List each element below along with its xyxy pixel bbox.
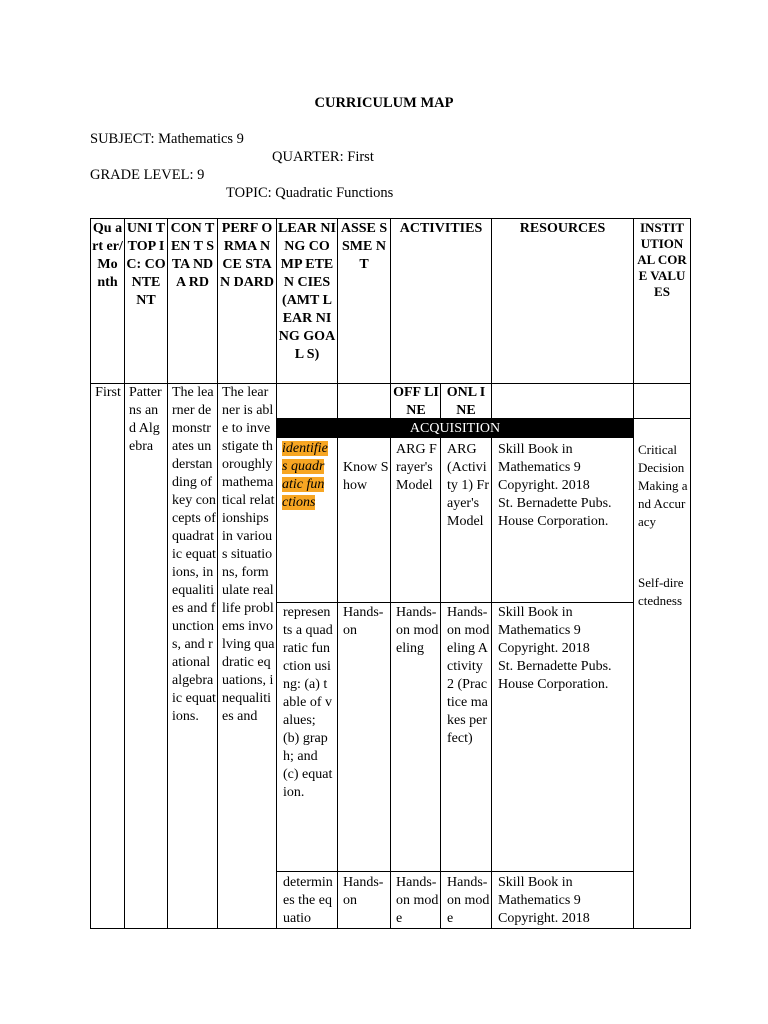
resource-line: House Corporation.	[498, 677, 609, 692]
resource-line: House Corporation.	[498, 514, 609, 529]
table-row-3-resources	[498, 874, 632, 928]
table-row-2-assessment: Hands-on	[343, 605, 384, 638]
document-title: CURRICULUM MAP	[314, 95, 454, 111]
table-row-3-assessment: Hands-on	[343, 875, 384, 908]
table-row-2-offline: Hands-on modeling	[396, 605, 439, 656]
table-row-2-online: Hands-on modeling Activity 2 (Practice makes perfect)	[447, 605, 490, 746]
acquisition-band: ACQUISITION	[277, 419, 633, 438]
subheader-offline: OFF LINE	[393, 385, 439, 418]
table-row-2-resources	[498, 604, 632, 694]
table-row-1-competency	[282, 440, 328, 512]
table-row-1-assessment: Know Show	[343, 460, 389, 493]
resource-line: Copyright. 2018	[498, 911, 590, 926]
resource-line: Copyright. 2018	[498, 478, 590, 493]
resource-line: St. Bernadette Pubs.	[498, 496, 612, 511]
grade-level-line: GRADE LEVEL: 9	[90, 167, 205, 183]
table-row-3-competency: determines the equatio	[283, 875, 333, 926]
table-row-1-offline: ARG Frayer's Model	[396, 442, 437, 493]
unit-topic-value: Patterns and Algebra	[129, 385, 162, 454]
header-quarter-month: Qu art er/ Mo nth	[92, 221, 123, 290]
resource-line: Skill Book in	[498, 875, 573, 890]
content-standard-value: The learner demonstrates understanding of key concepts of quadratic equations, inequalities and functions, and rational algebraic equations.	[172, 385, 216, 724]
resource-line: Mathematics 9	[498, 623, 581, 638]
quarter-value: First	[95, 385, 121, 400]
header-content-standard: CON TEN T STA NDA RD	[170, 221, 215, 290]
resource-line: Skill Book in	[498, 442, 573, 457]
core-values-value: Critical Decision Making and Accuracy	[638, 442, 688, 529]
resource-line: Skill Book in	[498, 605, 573, 620]
core-values-value-2: Self-directedness	[638, 575, 684, 608]
header-assessment: ASSE SSME NT	[340, 221, 388, 272]
header-core-values: INSTIT UTION AL CORE VALU ES	[637, 220, 687, 299]
resource-line: Copyright. 2018	[498, 641, 590, 656]
table-row-3-offline: Hands-on mode	[396, 875, 439, 926]
topic-line: TOPIC: Quadratic Functions	[226, 185, 394, 201]
header-resources: RESOURCES	[519, 221, 606, 236]
performance-standard-value: The learner is able to investigate thoroughly mathematical relationships in various situations, formulate real life problems involving quadratic equations, inequalities and	[222, 385, 275, 724]
table-row-1-online: ARG (Activity 1) Frayer's Model	[447, 442, 489, 529]
table-row-1-resources	[498, 441, 632, 531]
resource-line: St. Bernadette Pubs.	[498, 659, 612, 674]
header-performance-standard: PERF ORMA NCE STAN DARD	[219, 221, 275, 290]
subheader-online: ONL INE	[446, 385, 486, 418]
header-activities: ACTIVITIES	[399, 221, 483, 236]
highlighted-competency: identifies quadratic functions	[282, 441, 328, 510]
resource-line: Mathematics 9	[498, 893, 581, 908]
header-learning-competencies: LEAR NING COMP ETEN CIES (AMT LEAR NING GOAL S)	[278, 221, 336, 362]
subject-line: SUBJECT: Mathematics 9	[90, 131, 244, 147]
quarter-line: QUARTER: First	[272, 149, 374, 165]
resource-line: Mathematics 9	[498, 460, 581, 475]
header-unit-topic: UNI T TOP IC: CO NTE NT	[126, 221, 166, 308]
table-row-2-competency: represents a quadratic function using: (a) table of values; (b) graph; and (c) equation.	[283, 605, 333, 800]
table-row-3-online: Hands-on mode	[447, 875, 490, 926]
